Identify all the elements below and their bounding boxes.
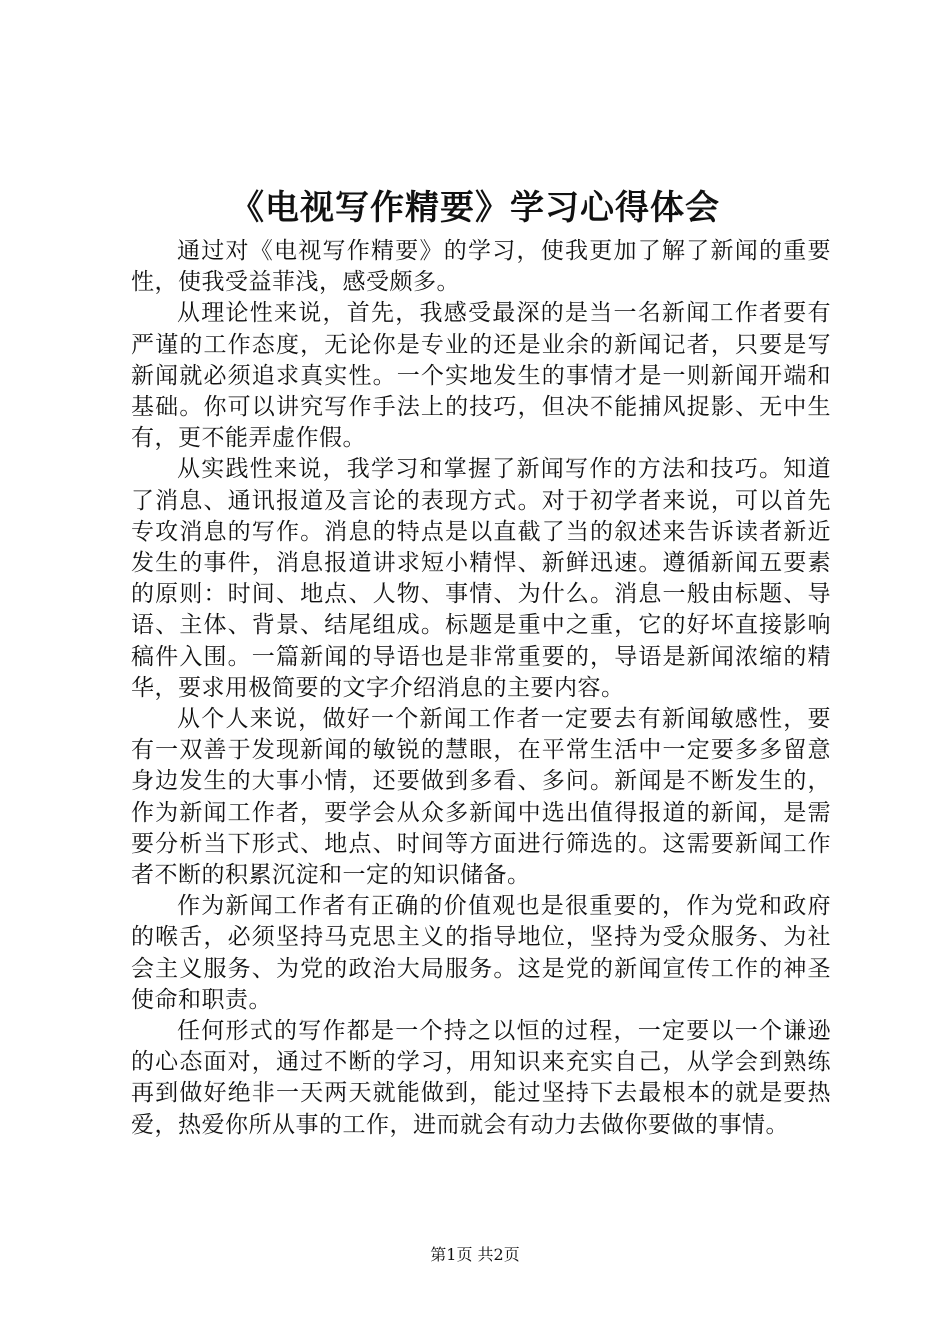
paragraph-3: 从实践性来说，我学习和掌握了新闻写作的方法和技巧。知道了消息、通讯报道及言论的表现方式。对于初学者来说，可以首先专攻消息的写作。消息的特点是以直截了当的叙述来告诉读者新近发生的事件，消息报道讲求短小精悍、新鲜迅速。遵循新闻五要素的原则：时间、地点、人物、事情、为什么。消息一般由标题、导语、主体、背景、结尾组成。标题是重中之重，它的好坏直接影响稿件入围。一篇新闻的导语也是非常重要的，导语是新闻浓缩的精华，要求用极简要的文字介绍消息的主要内容。 bbox=[131, 456, 831, 701]
document-body bbox=[131, 236, 831, 1141]
document-title: 《电视写作精要》学习心得体会 bbox=[230, 188, 720, 228]
paragraph-1: 通过对《电视写作精要》的学习，使我更加了解了新闻的重要性，使我受益菲浅，感受颇多。 bbox=[131, 238, 831, 296]
page-number-footer: 第1页 共2页 bbox=[430, 1245, 520, 1264]
paragraph-6: 任何形式的写作都是一个持之以恒的过程，一定要以一个谦逊的心态面对，通过不断的学习，用知识来充实自己，从学会到熟练再到做好绝非一天两天就能做到，能过坚持下去最根本的就是要热爱，热爱你所从事的工作，进而就会有动力去做你要做的事情。 bbox=[131, 1018, 831, 1138]
paragraph-2: 从理论性来说，首先，我感受最深的是当一名新闻工作者要有严谨的工作态度，无论你是专业的还是业余的新闻记者，只要是写新闻就必须追求真实性。一个实地发生的事情才是一则新闻开端和基础。你可以讲究写作手法上的技巧，但决不能捕风捉影、无中生有，更不能弄虚作假。 bbox=[131, 300, 831, 452]
paragraph-5: 作为新闻工作者有正确的价值观也是很重要的，作为党和政府的喉舌，必须坚持马克思主义的指导地位，坚持为受众服务、为社会主义服务、为党的政治大局服务。这是党的新闻宣传工作的神圣使命和职责。 bbox=[131, 893, 831, 1013]
paragraph-4: 从个人来说，做好一个新闻工作者一定要去有新闻敏感性，要有一双善于发现新闻的敏锐的慧眼，在平常生活中一定要多多留意身边发生的大事小情，还要做到多看、多问。新闻是不断发生的，作为新闻工作者，要学会从众多新闻中选出值得报道的新闻，是需要分析当下形式、地点、时间等方面进行筛选的。这需要新闻工作者不断的积累沉淀和一定的知识储备。 bbox=[131, 706, 831, 889]
